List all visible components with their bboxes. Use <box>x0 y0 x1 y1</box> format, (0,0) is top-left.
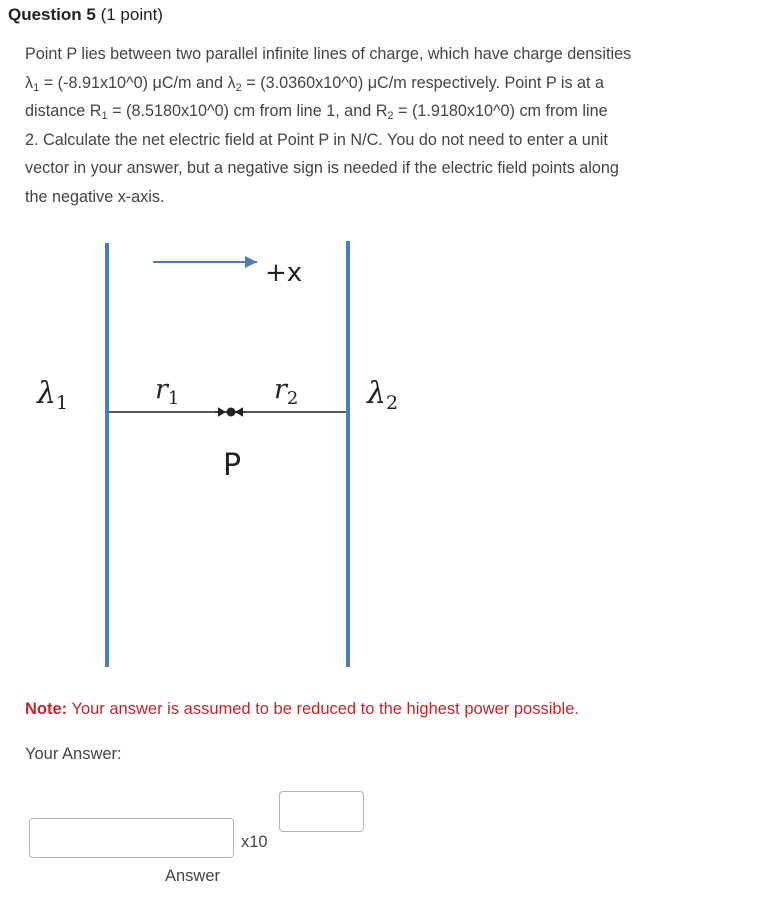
your-answer-label: Your Answer: <box>25 745 122 763</box>
answer-label: Answer <box>165 867 221 885</box>
r1-label: $r_1$ <box>155 374 180 409</box>
x-axis-label: +x <box>265 258 303 288</box>
charge-lines-diagram <box>25 235 445 675</box>
note-text <box>25 700 579 719</box>
point-p-marker <box>227 408 236 417</box>
answer-exponent-input[interactable] <box>279 791 364 832</box>
question-line-6: the negative x-axis. <box>25 187 165 206</box>
question-text <box>25 40 750 211</box>
answer-mantissa-input[interactable] <box>29 818 234 858</box>
lambda-1-label: $\lambda_1$ <box>37 376 69 414</box>
question-header <box>8 5 163 25</box>
question-line-1: Point P lies between two parallel infinite lines of charge, which have charge densities <box>25 45 632 63</box>
question-line-2: $\lambda_1$ = (-8.91x10^0) μC/m and $\lambda_2$ = (3.0360x10^0) μC/m respectively. Point P is at a <box>25 73 605 94</box>
question-line-5: vector in your answer, but a negative sign is needed if the electric field points along <box>25 159 619 177</box>
question-line-4: 2. Calculate the net electric field at Point P in N/C. You do not need to enter a unit <box>25 130 608 149</box>
times-ten-label: x10 <box>241 833 268 851</box>
question-line-3: distance $R_1$ = (8.5180x10^0) cm from line 1, and $R_2$ = (1.9180x10^0) cm from line <box>25 102 608 122</box>
r2-label: $r_2$ <box>274 374 299 409</box>
lambda-2-label: $\lambda_2$ <box>367 376 399 414</box>
point-p-label: P <box>223 448 242 483</box>
question-title: Question 5 <box>8 5 96 24</box>
question-points: (1 point) <box>100 5 163 24</box>
note-label: Note: <box>25 700 68 718</box>
note-body: Your answer is assumed to be reduced to the highest power possible. <box>67 700 579 718</box>
